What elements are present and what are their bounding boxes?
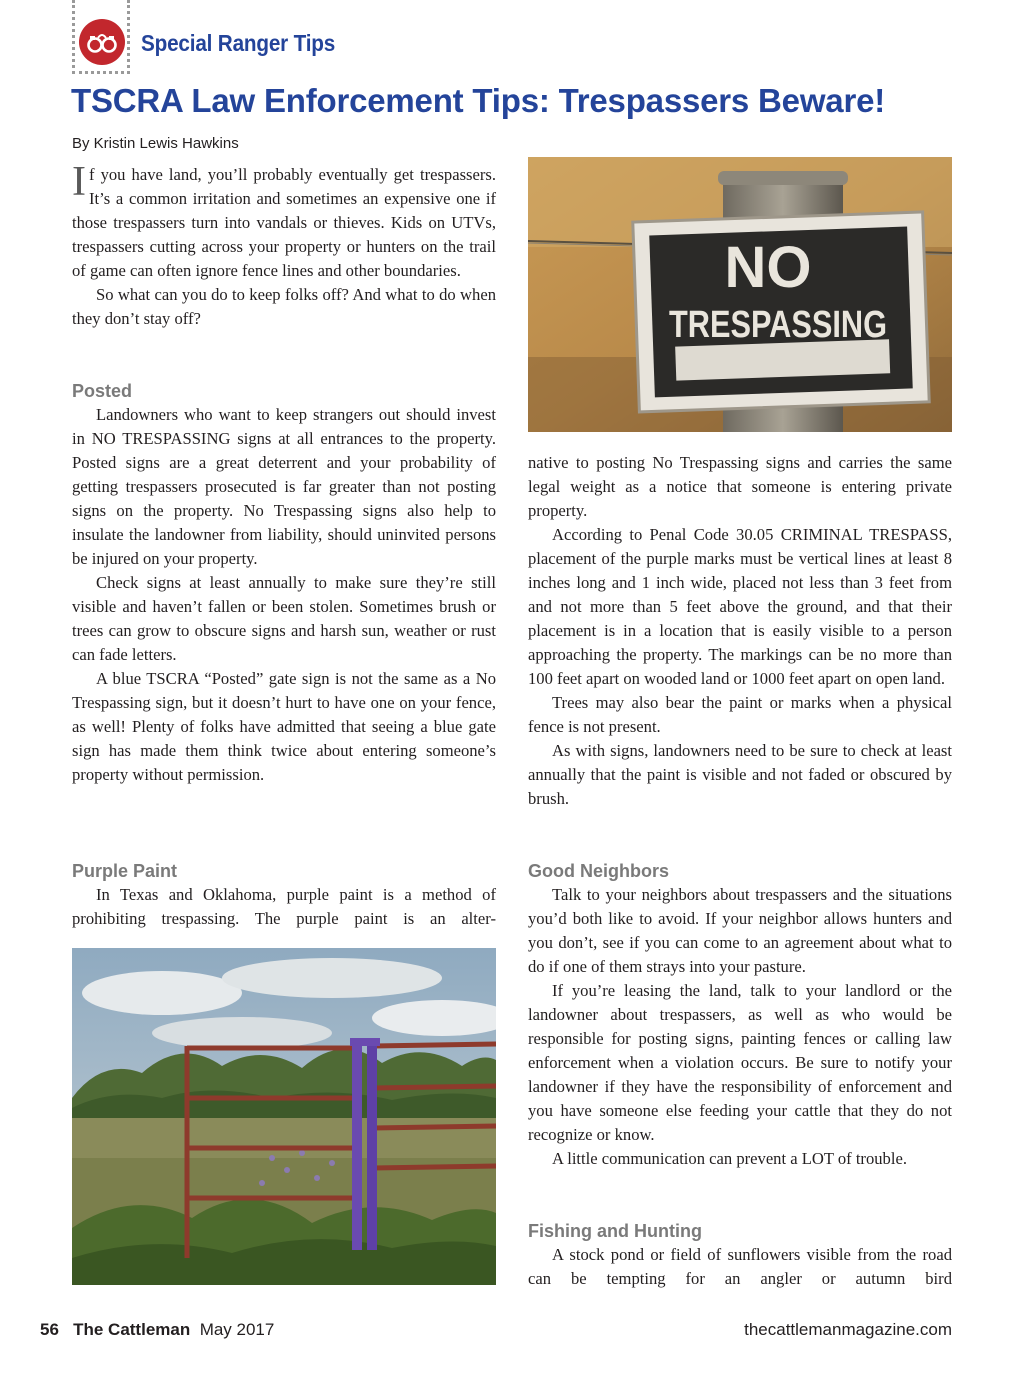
website-link[interactable]: thecattlemanmagazine.com <box>744 1320 952 1339</box>
intro-text-1: f you have land, you’ll probably eventually get trespassers. It’s a common irritation and sometimes an expensive one if those trespassers turn into vandals or thieves. Kids on UTVs, trespassers cutting across your property or hunters on the trail of game can often ignore fence lines and other boundaries. <box>72 165 496 280</box>
article-title: TSCRA Law Enforcement Tips: Trespassers Beware! <box>71 82 886 119</box>
good-neighbors-heading: Good Neighbors <box>528 861 669 881</box>
purple-paint-heading: Purple Paint <box>72 861 178 881</box>
posted-paragraph-1: Landowners who want to keep strangers out should invest in NO TRESPASSING signs at all entrances to the property. Posted signs are a great deterrent and your probability of getting trespassers prosecuted is far greater than not posting signs on the property. No Trespassing signs also help to insulate the landowner from liability, should uninvited persons be injured on your property. <box>72 405 496 568</box>
fishing-hunting-section <box>528 1219 952 1291</box>
purple-paint-paragraph-1: In Texas and Oklahoma, purple paint is a method of prohibiting trespassing. The purple paint is an alter- <box>72 885 496 928</box>
page-number: 56 <box>40 1320 59 1339</box>
intro-paragraph-1 <box>72 159 496 283</box>
no-trespassing-sign-photo <box>528 157 952 432</box>
byline: By Kristin Lewis Hawkins <box>72 135 239 152</box>
fishing-hunting-paragraph-1: A stock pond or field of sunflowers visible from the road can be tempting for an angler or autumn bird <box>528 1245 952 1288</box>
posted-paragraph-3: A blue TSCRA “Posted” gate sign is not the same as a No Trespassing sign, but it doesn’t hurt to have one on your fence, as well! Plenty of folks have admitted that seeing a blue gate sign has made them think twice about entering someone’s property without permission. <box>72 669 496 784</box>
drop-cap: I <box>72 159 86 205</box>
good-neighbors-paragraph-1: Talk to your neighbors about trespassers and the situations you’d both like to avoid. If your neighbor allows hunters and you don’t, see if you can come to an agreement about what to do if one of them strays into your pasture. <box>528 885 952 976</box>
sign-text-trespassing: TRESPASSING <box>669 304 887 346</box>
posted-paragraph-2: Check signs at least annually to make sure they’re still visible and haven’t fallen or been stolen. Sometimes brush or trees can grow to obscure signs and harsh sun, weather or rust can fade letters. <box>72 573 496 664</box>
purple-gate-photo <box>72 948 496 1285</box>
fishing-hunting-heading: Fishing and Hunting <box>528 1221 702 1241</box>
sign-text-no: NO <box>724 235 812 300</box>
posted-heading: Posted <box>72 381 133 401</box>
purple-paint-paragraph-4: As with signs, landowners need to be sure to check at least annually that the paint is visible and not faded or obscured by brush. <box>528 741 952 808</box>
purple-paint-continued <box>528 451 952 811</box>
purple-paint-paragraph-3: Trees may also bear the paint or marks when a physical fence is not present. <box>528 693 952 736</box>
handcuffs-icon <box>79 19 125 65</box>
good-neighbors-paragraph-2: If you’re leasing the land, talk to your landlord or the landowner about trespassers, as well as who would be responsible for posting signs, painting fences or calling law enforcement when a violation occurs. Be sure to notify your landowner if they have the responsibility of enforcement and you have someone else feeding your cattle that they do not recognize or know. <box>528 981 952 1144</box>
section-label: Special Ranger Tips <box>141 30 336 56</box>
purple-paint-section <box>72 859 496 931</box>
issue-date: May 2017 <box>199 1320 275 1339</box>
purple-paint-paragraph-1-continued: native to posting No Trespassing signs and carries the same legal weight as a notice that someone is entering private property. <box>528 453 952 520</box>
purple-paint-paragraph-2: According to Penal Code 30.05 CRIMINAL TRESPASS, placement of the purple marks must be vertical lines at least 8 inches long and 1 inch wide, placed not less than 3 feet from and not more than 5 feet above the ground, and that their placement is in a location that is easily visible to a person approaching the property. The markings can be no more than 100 feet apart on wooded land or 1000 feet apart on open land. <box>528 525 952 688</box>
page-footer-left <box>40 1320 274 1340</box>
good-neighbors-section <box>528 859 952 1171</box>
good-neighbors-paragraph-3: A little communication can prevent a LOT of trouble. <box>552 1149 907 1168</box>
intro-section <box>72 159 496 331</box>
magazine-name: The Cattleman <box>73 1320 191 1339</box>
intro-paragraph-2: So what can you do to keep folks off? And what to do when they don’t stay off? <box>72 285 496 328</box>
posted-section <box>72 379 496 787</box>
